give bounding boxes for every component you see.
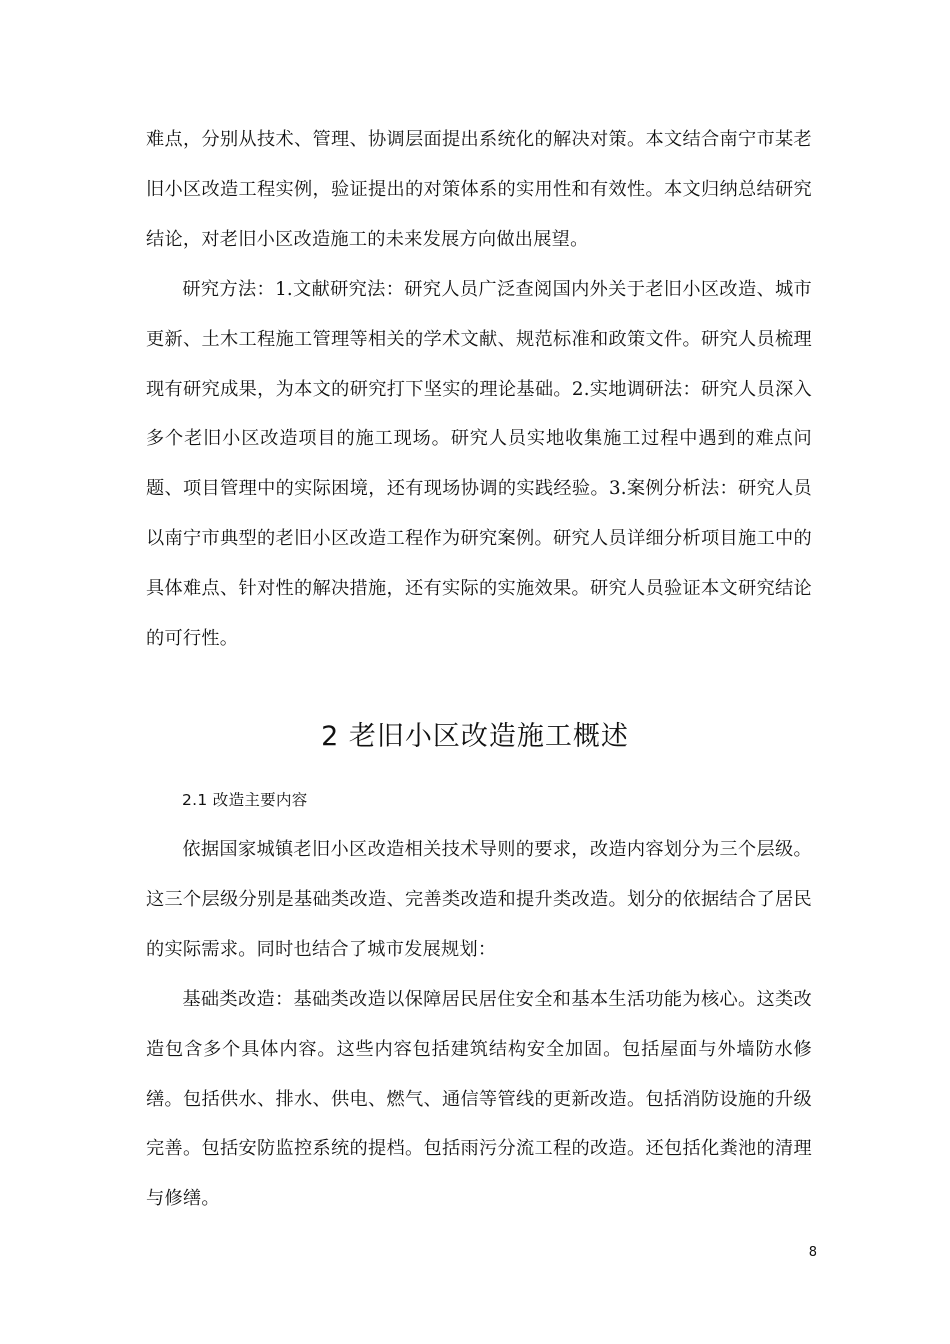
subsection-heading: 2.1 改造主要内容 [182, 791, 308, 809]
paragraph-renovation-levels: 依据国家城镇老旧小区改造相关技术导则的要求，改造内容划分为三个层级。这三个层级分别是基础类改造、完善类改造和提升类改造。划分的依据结合了居民的实际需求。同时也结合了城市发展规划： [146, 839, 812, 960]
page-number: 8 [808, 1245, 817, 1260]
paragraph-research-outline: 难点，分别从技术、管理、协调层面提出系统化的解决对策。本文结合南宁市某老旧小区改造工程实例，验证提出的对策体系的实用性和有效性。本文归纳总结研究结论，对老旧小区改造施工的未来发展方向做出展望。 [146, 129, 812, 250]
paragraph-research-methods: 研究方法：1.文献研究法：研究人员广泛查阅国内外关于老旧小区改造、城市更新、土木工程施工管理等相关的学术文献、规范标准和政策文件。研究人员梳理现有研究成果，为本文的研究打下坚实的理论基础。2.实地调研法：研究人员深入多个老旧小区改造项目的施工现场。研究人员实地收集施工过程中遇到的难点问题、项目管理中的实际困境，还有现场协调的实践经验。3.案例分析法：研究人员以南宁市典型的老旧小区改造工程作为研究案例。研究人员详细分析项目施工中的具体难点、针对性的解决措施，还有实际的实施效果。研究人员验证本文研究结论的可行性。 [146, 279, 812, 649]
section-heading: 2 老旧小区改造施工概述 [321, 721, 629, 752]
paragraph-basic-renovation: 基础类改造：基础类改造以保障居民居住安全和基本生活功能为核心。这类改造包含多个具体内容。这些内容包括建筑结构安全加固。包括屋面与外墙防水修缮。包括供水、排水、供电、燃气、通信等管线的更新改造。包括消防设施的升级完善。包括安防监控系统的提档。包括雨污分流工程的改造。还包括化粪池的清理与修缮。 [146, 989, 812, 1210]
